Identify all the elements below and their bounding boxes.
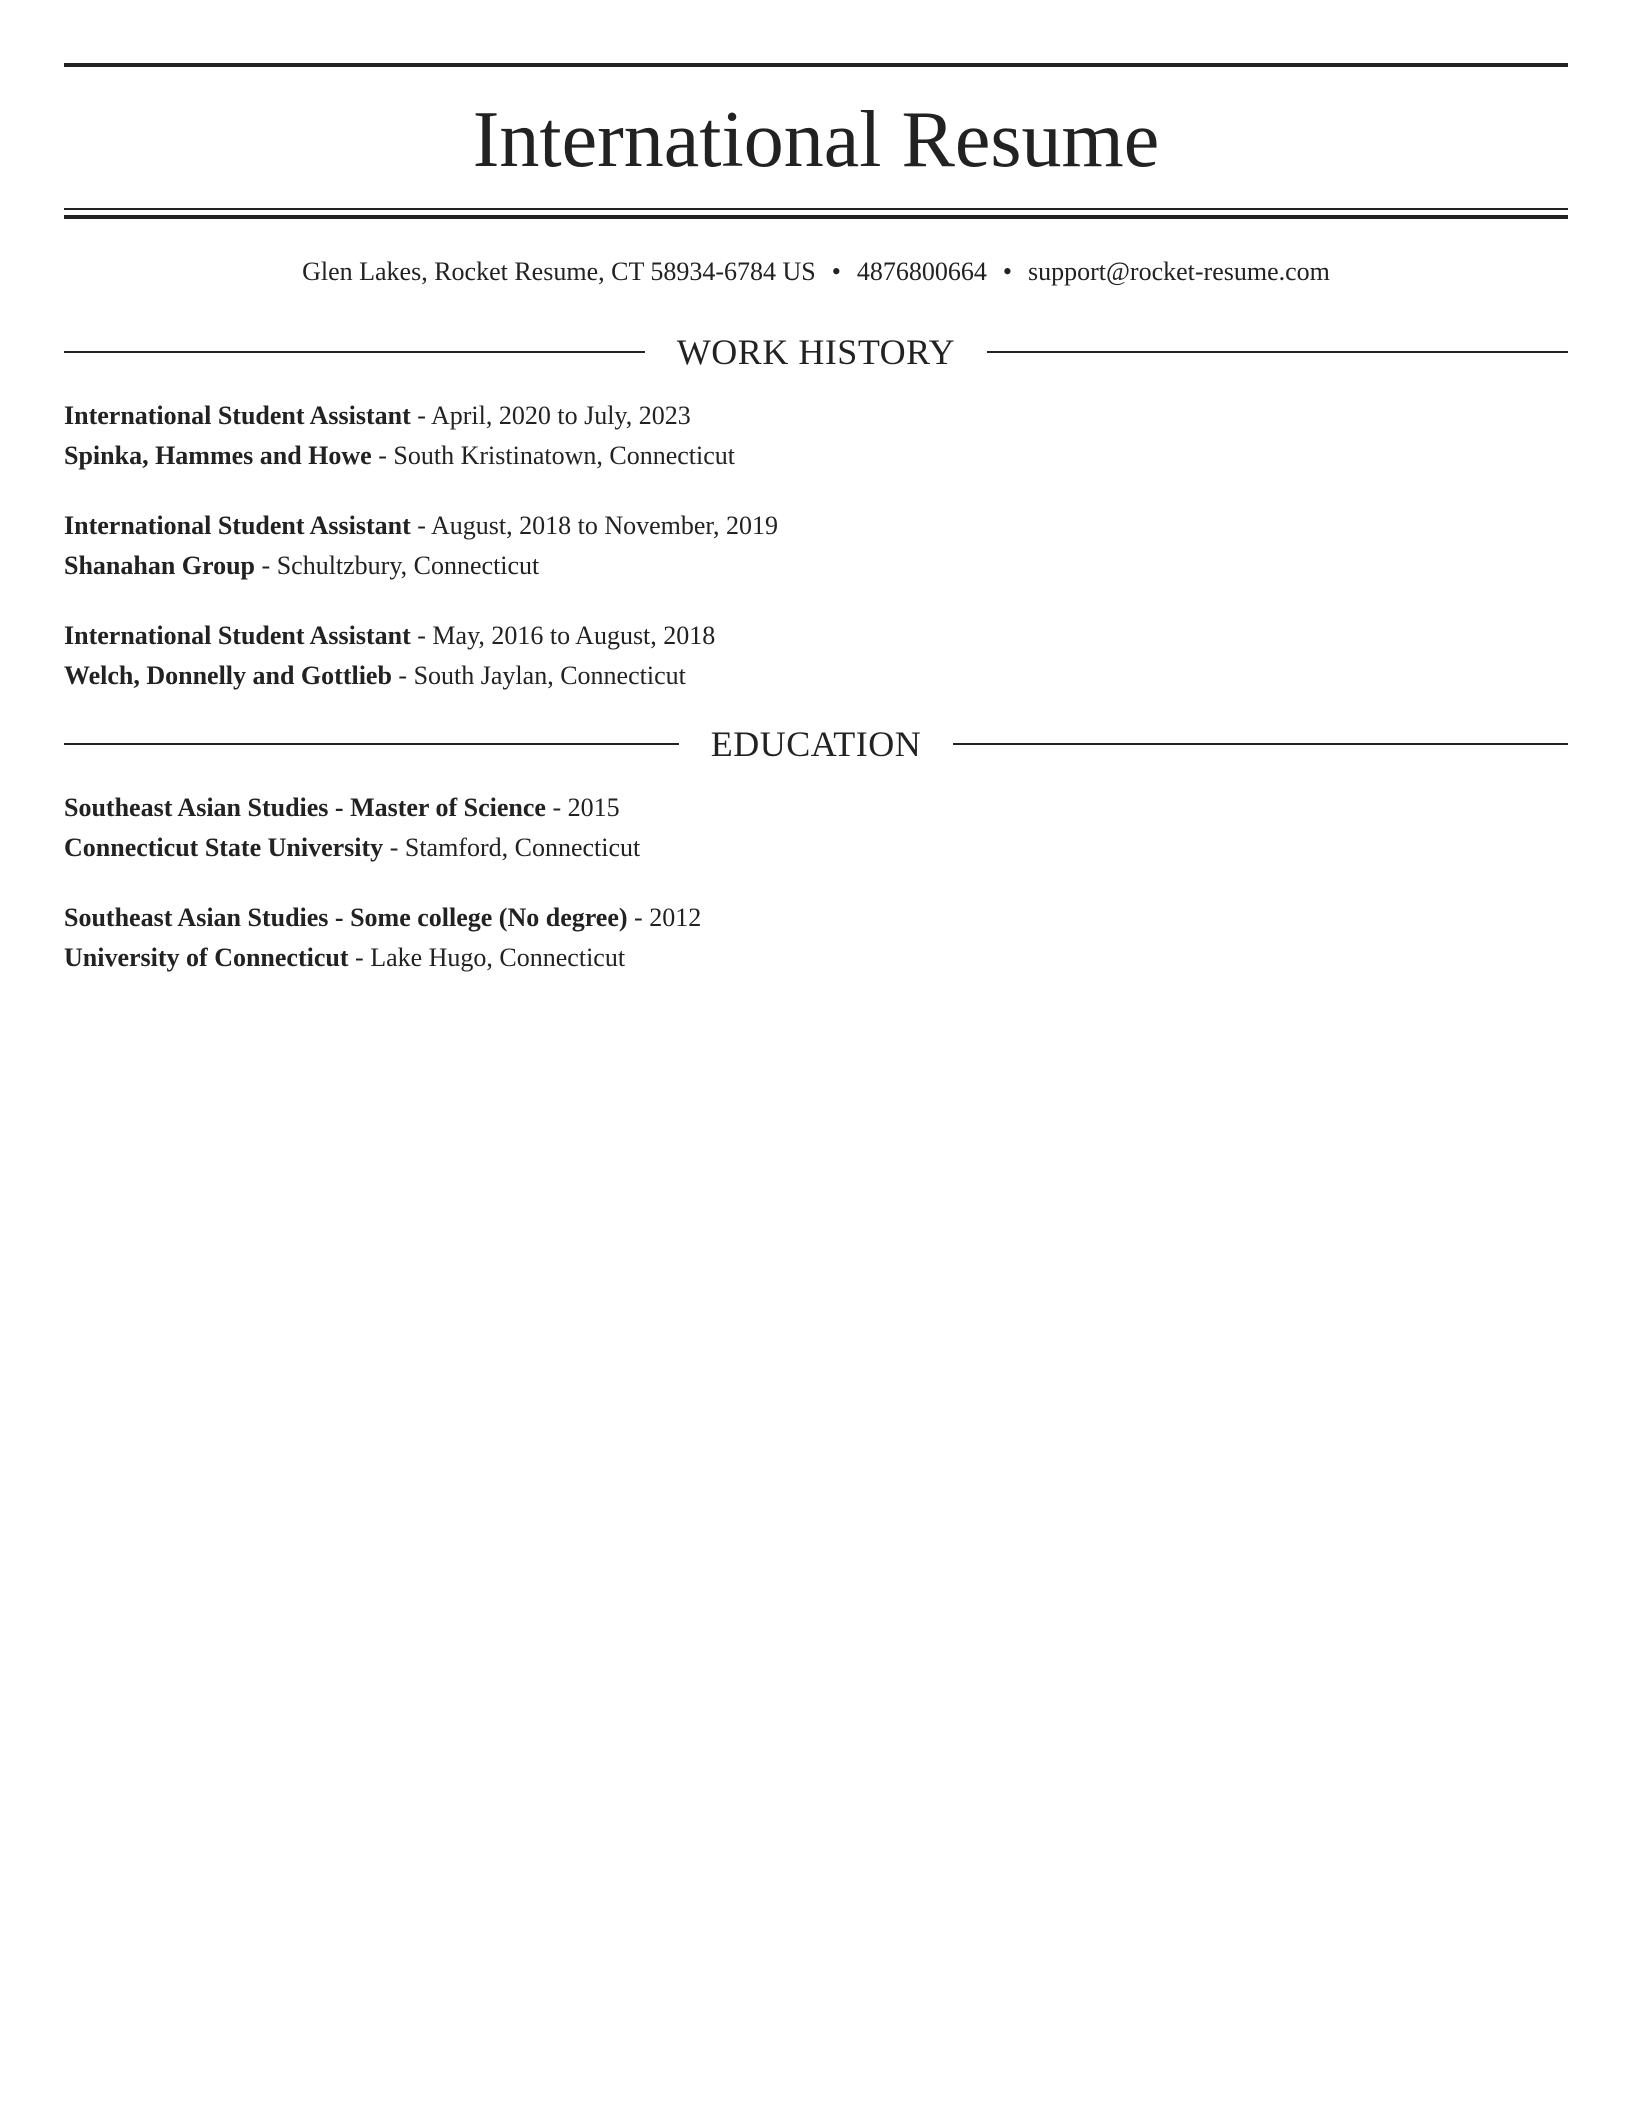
employer-name: Spinka, Hammes and Howe — [64, 441, 372, 470]
degree-name: Southeast Asian Studies - Some college (No degree) — [64, 903, 628, 932]
work-entry-employer-row — [64, 546, 1568, 586]
job-title: International Student Assistant — [64, 401, 411, 430]
degree-name: Southeast Asian Studies - Master of Science — [64, 793, 546, 822]
dash: - — [634, 903, 643, 932]
dash: - — [417, 511, 426, 540]
resume-title: International Resume — [472, 96, 1160, 184]
section-rule-left — [64, 351, 645, 353]
school-name: University of Connecticut — [64, 943, 349, 972]
dash: - — [389, 833, 399, 862]
work-entry-title-row — [64, 506, 1568, 546]
work-entry-title-row — [64, 616, 1568, 656]
dash: - — [417, 401, 426, 430]
contact-address: Glen Lakes, Rocket Resume, CT 58934-6784 US — [302, 257, 816, 286]
education-entry-school-row — [64, 938, 1568, 978]
school-name: Connecticut State University — [64, 833, 384, 862]
education-entry-degree-row — [64, 788, 1568, 828]
section-heading-education — [64, 720, 1568, 768]
dash: - — [398, 661, 408, 690]
contact-line — [64, 252, 1568, 292]
section-rule-right — [953, 743, 1568, 745]
education-entry — [64, 898, 1568, 978]
dash: - — [378, 441, 387, 470]
contact-phone: 4876800664 — [856, 257, 987, 286]
dash: - — [552, 793, 562, 822]
section-title: EDUCATION — [710, 724, 922, 764]
employer-location: South Kristinatown, Connecticut — [393, 441, 735, 470]
work-entry — [64, 396, 1568, 476]
work-entry — [64, 616, 1568, 696]
employer-name: Shanahan Group — [64, 551, 256, 580]
work-entry — [64, 506, 1568, 586]
work-entry-employer-row — [64, 436, 1568, 476]
job-title: International Student Assistant — [64, 621, 411, 650]
header-double-rule-thick — [64, 215, 1568, 219]
dash: - — [417, 621, 426, 650]
employer-location: Schultzbury, Connecticut — [276, 551, 540, 580]
contact-separator: • — [1002, 257, 1012, 286]
work-entry-employer-row — [64, 656, 1568, 696]
school-location: Stamford, Connecticut — [404, 833, 641, 862]
education-entry-school-row — [64, 828, 1568, 868]
section-heading-work-history — [64, 328, 1568, 376]
contact-email: support@rocket-resume.com — [1027, 257, 1330, 286]
section-rule-left — [64, 743, 679, 745]
job-dates: May, 2016 to August, 2018 — [432, 621, 716, 650]
contact-separator: • — [831, 257, 841, 286]
graduation-year: 2012 — [649, 903, 702, 932]
dash: - — [355, 943, 364, 972]
employer-name: Welch, Donnelly and Gottlieb — [64, 661, 392, 690]
resume-page — [64, 0, 1568, 2112]
header-top-rule — [64, 63, 1568, 67]
employer-location: South Jaylan, Connecticut — [413, 661, 686, 690]
header-double-rule-thin — [64, 208, 1568, 210]
education-entry-degree-row — [64, 898, 1568, 938]
graduation-year: 2015 — [567, 793, 620, 822]
education-entry — [64, 788, 1568, 868]
work-entry-title-row — [64, 396, 1568, 436]
job-title: International Student Assistant — [64, 511, 411, 540]
job-dates: April, 2020 to July, 2023 — [430, 401, 691, 430]
section-rule-right — [987, 351, 1568, 353]
dash: - — [261, 551, 271, 580]
section-title: WORK HISTORY — [676, 332, 956, 372]
job-dates: August, 2018 to November, 2019 — [430, 511, 779, 540]
school-location: Lake Hugo, Connecticut — [370, 943, 626, 972]
